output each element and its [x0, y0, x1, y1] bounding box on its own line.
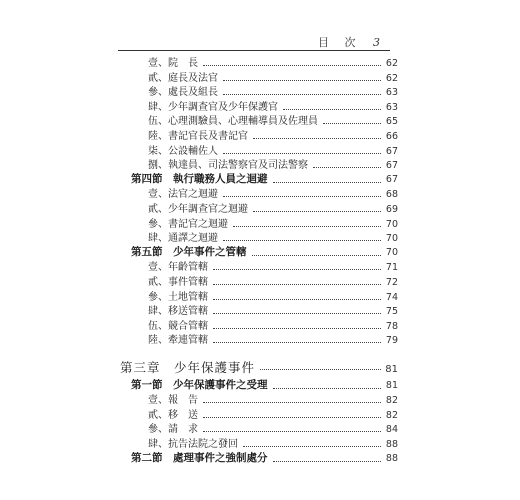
toc-page-number: 79 [385, 335, 398, 347]
dot-leader [213, 342, 381, 343]
toc-page-number: 67 [385, 173, 398, 185]
toc-page-number: 63 [385, 101, 398, 113]
toc-page-number: 88 [385, 452, 398, 464]
toc-item-label: 陸、牽連管轄 [148, 335, 208, 347]
dot-leader [273, 461, 382, 462]
dot-leader [203, 417, 381, 418]
toc-item [148, 215, 398, 230]
dot-leader [223, 240, 381, 241]
running-header [318, 34, 380, 50]
toc-item [148, 83, 398, 98]
toc-page-number: 81 [385, 379, 398, 391]
dot-leader [223, 94, 381, 95]
toc-item [148, 142, 398, 157]
toc-section [131, 171, 398, 186]
toc-item-label: 壹、報 告 [148, 395, 198, 407]
dot-leader [252, 255, 382, 256]
toc-item-label: 參、土地管轄 [148, 291, 208, 303]
dot-leader [213, 328, 381, 329]
toc-page-number: 84 [385, 424, 398, 436]
toc-item [148, 200, 398, 215]
header-page-number: 3 [373, 36, 380, 49]
toc-item-label: 貳、庭長及法官 [148, 72, 218, 84]
toc-page-number: 72 [385, 277, 398, 288]
dot-leader [323, 123, 381, 124]
toc-item-label: 肆、少年調查官及少年保護官 [148, 101, 278, 113]
header-title: 目 次 [318, 36, 362, 49]
toc-item [148, 331, 398, 346]
toc-page-number: 74 [385, 291, 398, 303]
toc-page-number: 75 [385, 306, 398, 318]
dot-leader [233, 226, 381, 227]
dot-leader [253, 211, 381, 212]
toc-section [131, 450, 398, 465]
toc-page-number: 69 [385, 204, 398, 215]
toc-item-label: 貳、移 送 [148, 409, 198, 421]
toc-item-label: 參、處長及組長 [148, 87, 218, 99]
toc-item-label: 捌、執達員、司法警察官及司法警察 [148, 160, 308, 172]
toc-item [148, 156, 398, 171]
toc-page-number: 70 [385, 246, 398, 258]
toc-page-number: 62 [385, 72, 398, 84]
toc-item [148, 112, 398, 127]
toc-page-number: 67 [385, 145, 398, 157]
toc-item [148, 69, 398, 84]
toc-item [148, 302, 398, 317]
dot-leader [273, 388, 382, 389]
toc-page-number: 70 [385, 233, 398, 245]
toc-item-label: 貳、少年調查官之迴避 [148, 204, 248, 215]
toc-page-number: 82 [385, 409, 398, 421]
toc-item [148, 127, 398, 142]
toc-page-number: 88 [385, 439, 398, 450]
toc-item-label: 參、書記官之迴避 [148, 218, 228, 230]
toc-item-label: 伍、競合管轄 [148, 320, 208, 332]
toc-page-number: 66 [385, 131, 398, 142]
toc-page-number: 68 [385, 189, 398, 201]
dot-leader [223, 153, 381, 154]
dot-leader [283, 109, 381, 110]
dot-leader [260, 369, 381, 370]
dot-leader [203, 431, 381, 432]
toc-item [148, 98, 398, 113]
toc-page-number: 70 [385, 218, 398, 230]
toc-page-number: 65 [385, 116, 398, 128]
toc-item [148, 406, 398, 421]
toc-item [148, 420, 398, 435]
toc-item-label: 伍、心理測驗員、心理輔導員及佐理員 [148, 116, 318, 128]
toc-item-label: 肆、抗告法院之發回 [148, 439, 238, 450]
dot-leader [213, 299, 381, 300]
toc-item-label: 貳、事件管轄 [148, 277, 208, 288]
toc-section-label: 第一節 少年保護事件之受理 [131, 378, 268, 391]
toc-item-label: 肆、通譯之迴避 [148, 233, 218, 245]
toc-item [148, 229, 398, 244]
toc-page-number: 81 [385, 364, 398, 375]
toc-item [148, 273, 398, 288]
toc-item-label: 參、請 求 [148, 424, 198, 436]
header-rule [118, 50, 390, 51]
toc-page-number: 78 [385, 320, 398, 332]
dot-leader [203, 402, 381, 403]
dot-leader [223, 80, 381, 81]
dot-leader [313, 167, 381, 168]
toc-item [148, 391, 398, 406]
toc-page-number: 82 [385, 395, 398, 407]
toc-item-label: 壹、法官之迴避 [148, 189, 218, 201]
dot-leader [273, 182, 382, 183]
toc-page-number: 62 [385, 58, 398, 69]
toc-item [148, 435, 398, 450]
toc-section-label: 第二節 處理事件之強制處分 [131, 451, 268, 464]
dot-leader [243, 446, 381, 447]
toc-section [131, 377, 398, 392]
toc-item [148, 288, 398, 303]
dot-leader [213, 313, 381, 314]
dot-leader [203, 65, 381, 66]
dot-leader [223, 196, 381, 197]
toc-item [148, 185, 398, 200]
toc-chapter-label: 第三章 少年保護事件 [120, 360, 256, 375]
toc-section [131, 244, 398, 259]
toc-page-number: 63 [385, 87, 398, 99]
toc-item [148, 54, 398, 69]
toc-item [148, 317, 398, 332]
toc-item-label: 柒、公設輔佐人 [148, 145, 218, 157]
dot-leader [213, 269, 381, 270]
toc-item-label: 肆、移送管轄 [148, 306, 208, 318]
dot-leader [253, 138, 381, 139]
toc-item [148, 258, 398, 273]
toc-item-label: 壹、年齡管轄 [148, 262, 208, 274]
toc-item-label: 陸、書記官長及書記官 [148, 131, 248, 142]
dot-leader [213, 284, 381, 285]
toc-item-label: 壹、院 長 [148, 58, 198, 69]
toc-page-number: 71 [385, 262, 398, 274]
toc-section-label: 第五節 少年事件之管轄 [131, 245, 247, 258]
toc-chapter [120, 358, 398, 373]
toc-page-number: 67 [385, 160, 398, 172]
toc-section-label: 第四節 執行職務人員之迴避 [131, 172, 268, 185]
